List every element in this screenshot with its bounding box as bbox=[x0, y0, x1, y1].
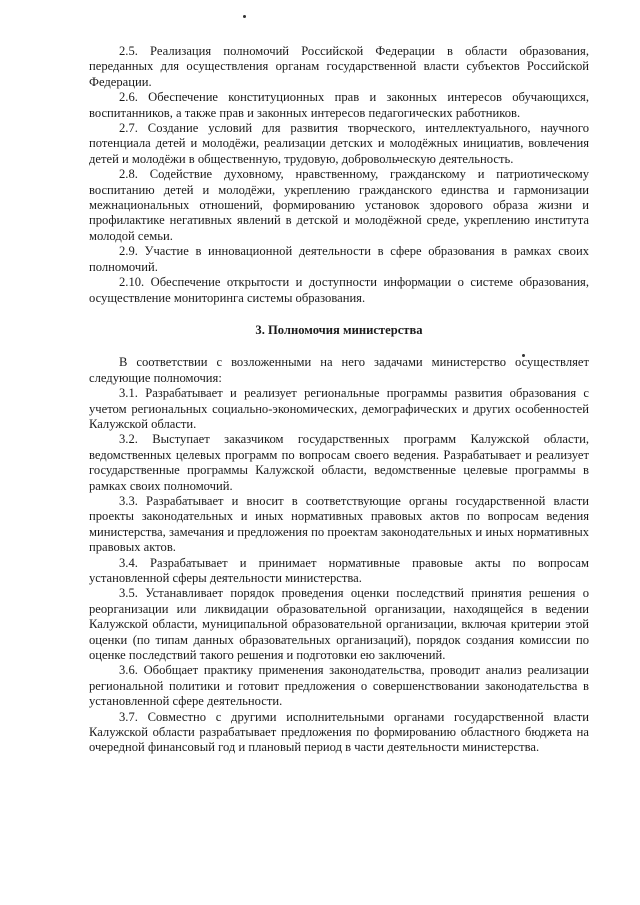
paragraph-3-3: 3.3. Разрабатывает и вносит в соответствующие органы государственной власти проекты законодательных и иных нормативных правовых актов по вопросам ведения министерства, замечания и предложения по проектам законодательных и иных нормативных правовых актов. bbox=[89, 493, 589, 555]
paragraph-2-6: 2.6. Обеспечение конституционных прав и законных интересов обучающихся, воспитанников, а также прав и законных интересов педагогических работников. bbox=[89, 90, 589, 120]
scan-speck bbox=[243, 15, 246, 18]
paragraph-2-9: 2.9. Участие в инновационной деятельности в сфере образования в рамках своих полномочий. bbox=[89, 244, 589, 274]
paragraph-list-powers bbox=[89, 386, 589, 756]
paragraph-3-2: 3.2. Выступает заказчиком государственных программ Калужской области, ведомственных целевых программ по вопросам своего ведения. Разрабатывает и реализует государственные программы Калужской области, ведомственные целевые программы в рамках своих полномочий. bbox=[89, 432, 589, 493]
section-intro: В соответствии с возложенными на него задачами министерство осуществляет следующие полномочия: bbox=[89, 355, 589, 385]
paragraph-2-7: 2.7. Создание условий для развития творческого, интеллектуального, научного потенциала детей и молодёжи, реализации детских и молодёжных инициатив, вовлечения детей и молодёжи в общественную, трудовую, добровольческую деятельность. bbox=[89, 121, 589, 166]
paragraph-3-6: 3.6. Обобщает практику применения законодательства, проводит анализ реализации региональной политики и готовит предложения о совершенствовании законодательства в установленной сфере деятельности. bbox=[89, 663, 589, 709]
paragraph-2-10: 2.10. Обеспечение открытости и доступности информации о системе образования, осуществление мониторинга системы образования. bbox=[89, 275, 589, 305]
document-page bbox=[89, 44, 589, 756]
paragraph-3-7: 3.7. Совместно с другими исполнительными органами государственной власти Калужской области разрабатывает предложения по формированию областного бюджета на очередной финансовый год и плановый период в части деятельности министерства. bbox=[89, 709, 589, 755]
paragraph-3-5: 3.5. Устанавливает порядок проведения оценки последствий принятия решения о реорганизации или ликвидации образовательной организации, находящейся в ведении Калужской области, муниципальной образовательной организации, включая критерии этой оценки (по типам данных образовательных организаций), порядок создания комиссии по оценке последствий такого решения и подготовки ею заключений. bbox=[89, 586, 589, 663]
paragraph-2-8: 2.8. Содействие духовному, нравственному, гражданскому и патриотическому воспитанию детей и молодёжи, укреплению гражданского единства и гармонизации межнациональных отношений, формированию установок здорового образа жизни и профилактике негативных явлений в детской и молодёжной среде, укреплению института молодой семьи. bbox=[89, 167, 589, 243]
section-heading: 3. Полномочия министерства bbox=[255, 322, 423, 337]
paragraph-2-5: 2.5. Реализация полномочий Российской Федерации в области образования, переданных для осуществления органам государственной власти субъектов Российской Федерации. bbox=[89, 44, 589, 89]
paragraph-3-1: 3.1. Разрабатывает и реализует региональные программы развития образования с учетом региональных социально-экономических, демографических и других особенностей Калужской области. bbox=[89, 386, 589, 431]
paragraph-list-goals bbox=[89, 44, 589, 306]
paragraph-3-4: 3.4. Разрабатывает и принимает нормативные правовые акты по вопросам установленной сферы деятельности министерства. bbox=[89, 555, 589, 585]
